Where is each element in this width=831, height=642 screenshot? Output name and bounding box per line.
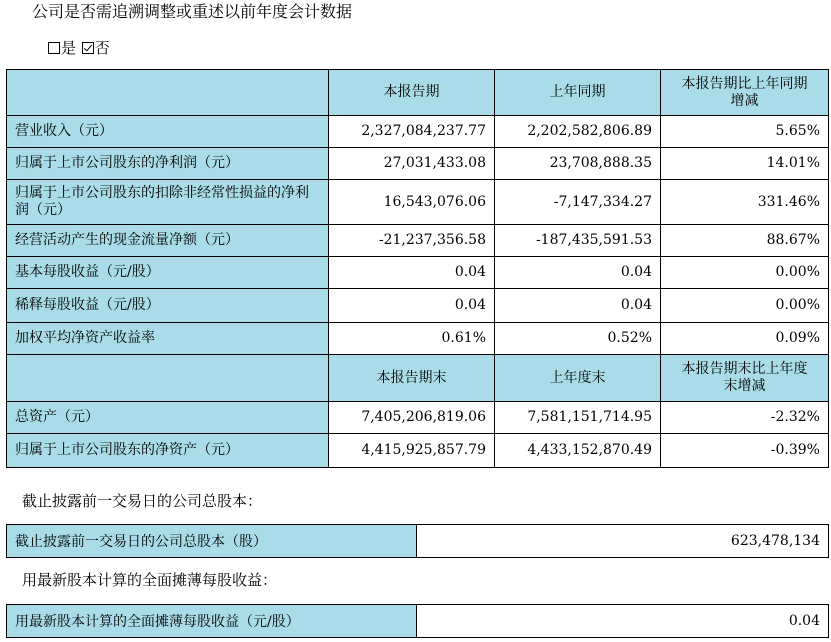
row-prior: -187,435,591.53 [495,225,661,257]
row-current: 7,405,206,819.06 [329,402,495,434]
row-label: 总资产（元） [7,402,329,434]
table-row [7,116,829,148]
table2-header-change: 本报告期末比上年度末增减 [661,355,829,402]
table1-header-change: 本报告期比上年同期增减 [661,70,829,116]
row-label: 归属于上市公司股东的扣除非经常性损益的净利润（元） [7,180,329,225]
table1-header-prior: 上年同期 [495,70,661,116]
table1-header-row [7,70,829,116]
row-current: 27,031,433.08 [329,148,495,180]
row-prior: 7,581,151,714.95 [495,402,661,434]
row-change: 14.01% [661,148,829,180]
row-prior: -7,147,334.27 [495,180,661,225]
row-change: 0.00% [661,289,829,323]
share-capital-value: 623,478,134 [417,525,829,558]
row-change: -2.32% [661,402,829,434]
row-change: 331.46% [661,180,829,225]
row-change: 0.09% [661,323,829,355]
table-row [7,289,829,323]
table-row [7,434,829,468]
table2-header-prior: 上年度末 [495,355,661,402]
row-current: -21,237,356.58 [329,225,495,257]
diluted-eps-label: 用最新股本计算的全面摊薄每股收益（元/股） [7,605,417,638]
diluted-eps-heading: 用最新股本计算的全面摊薄每股收益： [22,571,278,589]
table-row [7,180,829,225]
row-prior: 23,708,888.35 [495,148,661,180]
row-label: 稀释每股收益（元/股） [7,289,329,323]
table1-header-blank [7,70,329,116]
option-no-label: 否 [94,39,110,57]
financial-table [6,69,829,468]
row-change: 88.67% [661,225,829,257]
diluted-eps-value: 0.04 [417,605,829,638]
share-capital-table [6,524,829,558]
row-label: 基本每股收益（元/股） [7,257,329,289]
table-row [7,148,829,180]
row-prior: 0.52% [495,323,661,355]
row-current: 0.04 [329,289,495,323]
row-current: 0.04 [329,257,495,289]
option-yes-label: 是 [61,39,77,57]
table2-header-current: 本报告期末 [329,355,495,402]
restate-options [48,37,111,59]
row-change: 0.00% [661,257,829,289]
row-label: 加权平均净资产收益率 [7,323,329,355]
row-label: 经营活动产生的现金流量净额（元） [7,225,329,257]
row-current: 2,327,084,237.77 [329,116,495,148]
row-current: 16,543,076.06 [329,180,495,225]
table2-header-row [7,355,829,402]
table-row [7,402,829,434]
share-capital-label: 截止披露前一交易日的公司总股本（股） [7,525,417,558]
row-change: 5.65% [661,116,829,148]
row-label: 归属于上市公司股东的净资产（元） [7,434,329,468]
row-current: 4,415,925,857.79 [329,434,495,468]
checkbox-yes[interactable] [48,42,60,54]
table1-header-current: 本报告期 [329,70,495,116]
row-prior: 0.04 [495,257,661,289]
row-prior: 2,202,582,806.89 [495,116,661,148]
table-row [7,225,829,257]
diluted-eps-table [6,604,829,638]
row-prior: 4,433,152,870.49 [495,434,661,468]
row-prior: 0.04 [495,289,661,323]
row-label: 营业收入（元） [7,116,329,148]
row-change: -0.39% [661,434,829,468]
table-row [7,525,829,558]
page-heading: 公司是否需追溯调整或重述以前年度会计数据 [32,2,353,21]
table2-header-blank [7,355,329,402]
table-row [7,323,829,355]
checkbox-no[interactable] [82,42,94,54]
table-row [7,605,829,638]
row-label: 归属于上市公司股东的净利润（元） [7,148,329,180]
table-row [7,257,829,289]
row-current: 0.61% [329,323,495,355]
share-capital-heading: 截止披露前一交易日的公司总股本： [22,492,263,510]
